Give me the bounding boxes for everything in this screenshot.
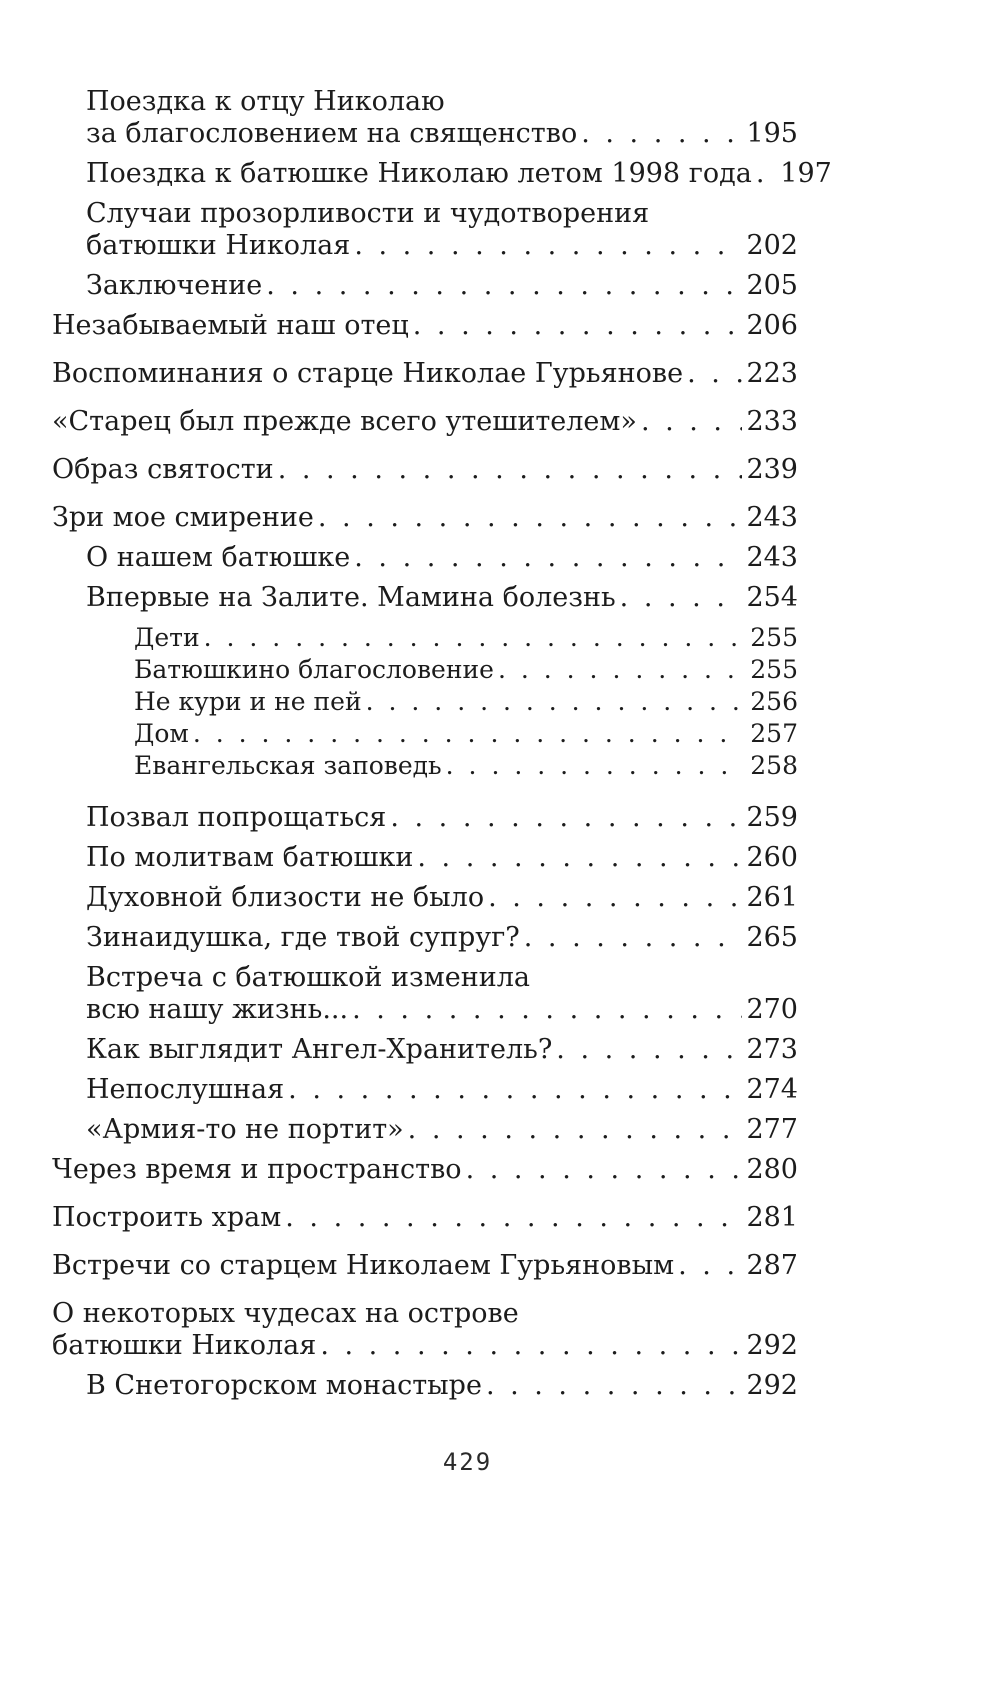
dot-leader (193, 718, 742, 750)
dot-leader (678, 1250, 742, 1282)
toc-entry (52, 750, 798, 782)
dot-leader (417, 842, 742, 874)
toc-entry-title: батюшки Николая (86, 230, 351, 261)
toc-entry-title: «Старец был прежде всего утешителем» (52, 406, 637, 437)
dot-leader (486, 1370, 742, 1402)
toc-page-number: 274 (746, 1074, 798, 1105)
toc-entry-title: Не кури и не пей (134, 687, 362, 716)
toc-entry-title: всю нашу жизнь... (86, 994, 349, 1025)
toc-entry-title: Незабываемый наш отец (52, 310, 409, 341)
toc-page-number: 280 (746, 1154, 798, 1185)
toc-page-number: 292 (746, 1370, 798, 1401)
toc-page-number: 197 (780, 158, 832, 189)
toc-page-number: 287 (746, 1250, 798, 1281)
toc-entry-title: О нашем батюшке (86, 542, 351, 573)
toc-entry-title: Поездка к батюшке Николаю летом 1998 года (86, 158, 752, 189)
toc-page-number: 281 (746, 1202, 798, 1233)
dot-leader (285, 1202, 742, 1234)
toc-page-number: 261 (746, 882, 798, 913)
toc-page-number: 259 (746, 802, 798, 833)
dot-leader (446, 750, 742, 782)
dot-leader (352, 994, 742, 1026)
toc-entry (52, 86, 798, 150)
dot-leader (390, 802, 742, 834)
toc-page-number: 270 (746, 994, 798, 1025)
toc-entry (52, 962, 798, 1026)
toc-page-number: 265 (746, 922, 798, 953)
toc-entry-title: за благословением на священство (86, 118, 578, 149)
toc-entry (52, 882, 798, 914)
toc-page-number: 255 (750, 623, 798, 652)
toc-entry-title: Духовной близости не было (86, 882, 485, 913)
dot-leader (413, 310, 742, 342)
toc-entry (52, 502, 798, 534)
dot-leader (266, 270, 742, 302)
toc-entry (52, 1370, 798, 1402)
toc-page-number: 202 (746, 230, 798, 261)
toc-entry-title: Встречи со старцем Николаем Гурьяновым (52, 1250, 675, 1281)
toc-page-number: 255 (750, 655, 798, 684)
table-of-contents (52, 86, 832, 1402)
toc-entry-title: В Снетогорском монастыре (86, 1370, 482, 1401)
toc-entry-title: Случаи прозорливости и чудотворения (86, 198, 650, 229)
toc-entry (52, 1250, 798, 1282)
dot-leader (756, 158, 776, 190)
page-number: 429 (442, 1448, 493, 1476)
dot-leader (524, 922, 742, 954)
toc-entry-title: Воспоминания о старце Николае Гурьянове (52, 358, 684, 389)
toc-entry (52, 1114, 798, 1146)
toc-entry (52, 686, 798, 718)
toc-page-number: 292 (746, 1330, 798, 1361)
toc-entry (52, 622, 798, 654)
toc-entry (52, 1154, 798, 1186)
toc-entry (52, 270, 798, 302)
toc-entry-title: Как выглядит Ангел-Хранитель? (86, 1034, 553, 1065)
dot-leader (354, 542, 742, 574)
toc-page-number: 195 (746, 118, 798, 149)
toc-entry (52, 582, 798, 614)
toc-entry-title: Дети (134, 623, 200, 652)
toc-entry (52, 310, 798, 342)
toc-entry (52, 842, 798, 874)
toc-entry-title: батюшки Николая (52, 1330, 317, 1361)
toc-page-number: 254 (746, 582, 798, 613)
toc-entry (52, 1202, 798, 1234)
toc-page-number: 233 (746, 406, 798, 437)
toc-page-number: 277 (746, 1114, 798, 1145)
toc-entry-title: По молитвам батюшки (86, 842, 414, 873)
toc-entry-title: Впервые на Залите. Мамина болезнь (86, 582, 616, 613)
toc-entry-title: О некоторых чудесах на острове (52, 1298, 519, 1329)
toc-page-number: 243 (746, 502, 798, 533)
dot-leader (641, 406, 742, 438)
toc-entry (52, 158, 832, 190)
toc-entry (52, 542, 798, 574)
toc-entry-title: Зинаидушка, где твой супруг? (86, 922, 520, 953)
toc-entry-title: Зри мое смирение (52, 502, 314, 533)
dot-leader (204, 622, 742, 654)
dot-leader (581, 118, 742, 150)
toc-entry-title: Непослушная (86, 1074, 285, 1105)
toc-entry (52, 654, 798, 686)
toc-entry (52, 358, 798, 390)
dot-leader (556, 1034, 742, 1066)
toc-entry-title: Через время и пространство (52, 1154, 462, 1185)
dot-leader (320, 1330, 742, 1362)
toc-entry (52, 198, 798, 262)
dot-leader (466, 1154, 742, 1186)
dot-leader (288, 1074, 742, 1106)
toc-entry-title: Заключение (86, 270, 263, 301)
toc-entry (52, 1034, 798, 1066)
toc-entry-title: Позвал попрощаться (86, 802, 387, 833)
toc-page-number: 260 (746, 842, 798, 873)
dot-leader (408, 1114, 742, 1146)
toc-entry-title: Построить храм (52, 1202, 282, 1233)
toc-entry-title: Батюшкино благословение (134, 655, 494, 684)
toc-entry-title: Поездка к отцу Николаю (86, 86, 445, 117)
toc-page-number: 243 (746, 542, 798, 573)
toc-entry-title: «Армия-то не портит» (86, 1114, 404, 1145)
toc-page-number: 239 (746, 454, 798, 485)
toc-page-number: 206 (746, 310, 798, 341)
toc-page-number: 258 (750, 751, 798, 780)
dot-leader (488, 882, 742, 914)
toc-entry (52, 406, 798, 438)
toc-entry-title: Евангельская заповедь (134, 751, 442, 780)
dot-leader (278, 454, 742, 486)
toc-entry-title: Образ святости (52, 454, 274, 485)
dot-leader (687, 358, 742, 390)
toc-entry (52, 922, 798, 954)
toc-entry (52, 1074, 798, 1106)
toc-entry (52, 802, 798, 834)
dot-leader (366, 686, 742, 718)
dot-leader (318, 502, 742, 534)
toc-entry (52, 1298, 798, 1362)
toc-page-number: 273 (746, 1034, 798, 1065)
toc-entry-title: Встреча с батюшкой изменила (86, 962, 530, 993)
toc-entry-title: Дом (134, 719, 189, 748)
toc-page-number: 257 (750, 719, 798, 748)
toc-page-number: 256 (750, 687, 798, 716)
toc-entry (52, 454, 798, 486)
dot-leader (498, 654, 742, 686)
dot-leader (620, 582, 742, 614)
toc-page-number: 205 (746, 270, 798, 301)
toc-entry (52, 718, 798, 750)
dot-leader (354, 230, 742, 262)
toc-page-number: 223 (746, 358, 798, 389)
